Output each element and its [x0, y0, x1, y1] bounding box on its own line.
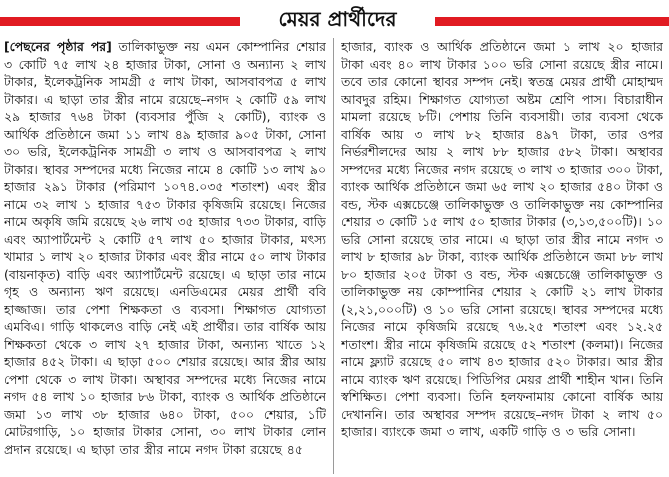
article-header	[0, 0, 669, 36]
article-column-left	[4, 38, 326, 475]
column-left-text: তালিকাভুক্ত নয় এমন কোম্পানির শেয়ার ৩ কোটি ৭৫ লাখ ২৪ হাজার টাকা, সোনা ও অন্যান্য ২ লাখ টাকার, ইলেকট্রনিক সামগ্রী ৫ লাখ টাকা, আসবাবপত্র ৫ লাখ টাকার। এ ছাড়া তার স্ত্রীর নামে রয়েছে–নগদ ২ কোটি ৫৯ লাখ ২৯ হাজার ৭৬৪ টাকা (ব্যবসার পুঁজি ২ কোটি), ব্যাংক ও আর্থিক প্রতিষ্ঠানে জমা ১১ লাখ ৪৯ হাজার ৯০৫ টাকা, সোনা ৩০ ভরি, ইলেকট্রনিক সামগ্রী ৩ লাখ ও আসবাবপত্র ২ লাখ টাকার। স্থাবর সম্পদের মধ্যে নিজের নামে ৪ কোটি ১৩ লাখ ৯০ হাজার ২৯১ টাকার (পরিমাণ ১০৭৪.০৩৫ শতাংশ) এবং স্ত্রীর নামে ৩২ লাখ ১ হাজার ৭৫৩ টাকার কৃষিজমি রয়েছে। নিজের নামে অকৃষি জমি রয়েছে ২৬ লাখ ৩৫ হাজার ৭৩৩ টাকার, বাড়ি এবং অ্যাপার্টমেন্ট ২ কোটি ৫৭ লাখ ৫০ হাজার টাকার, মৎস্য খামার ১ লাখ ২০ হাজার টাকার এবং স্ত্রীর নামে ৫০ লাখ টাকার (বায়নাকৃত) বাড়ি এবং অ্যাপার্টমেন্ট রয়েছে। এ ছাড়া তার নামে গৃহ ও অন্যান্য ঋণ রয়েছে। এনডিএমের মেয়র প্রার্থী ববি হাজ্জাজ। তার পেশা শিক্ষকতা ও ব্যবসা। শিক্ষাগত যোগ্যতা এমবিএ। গাড়ি থাকলেও বাড়ি নেই এই প্রার্থীর। তার বার্ষিক আয় শিক্ষকতা থেকে ৩ লাখ ২৭ হাজার টাকা, অন্যান্য খাতে ১২ হাজার ৪৫২ টাকা। এ ছাড়া ৫০০ শেয়ার রয়েছে। আর স্ত্রীর আয় পেশা থেকে ৩ লাখ টাকা। অস্থাবর সম্পদের মধ্যে নিজের নামে নগদ ৫৪ লাখ ১০ হাজার ৮৬ টাকা, ব্যাংক ও আর্থিক প্রতিষ্ঠানে জমা ১৩ লাখ ৩৮ হাজার ৬৪০ টাকা, ৫০০ শেয়ার, ১টি মোটরগাড়ি, ১০ হাজার টাকার সোনা, ৩০ লাখ টাকার লোন প্রদান রয়েছে। এ ছাড়া তার স্ত্রীর নামে নগদ টাকা রয়েছে ৪৫	[4, 39, 326, 457]
article-title: মেয়র প্রার্থীদের	[278, 7, 397, 31]
article-column-right	[341, 38, 663, 475]
continuation-marker: [পেছনের পৃষ্ঠার পর]	[4, 39, 112, 54]
header-rule-right	[435, 17, 669, 26]
column-right-text: হাজার, ব্যাংক ও আর্থিক প্রতিষ্ঠানে জমা ১ লাখ ২০ হাজার টাকা এবং ৪০ লাখ টাকার ১০০ ভরি সোনা রয়েছে স্ত্রীর নামে। তবে তার কোনো স্থাবর সম্পদ নেই। স্বতন্ত্র মেয়র প্রার্থী মোহাম্মদ আবদুর রহিম। শিক্ষাগত যোগ্যতা অষ্টম শ্রেণি পাস। বিচারাধীন মামলা রয়েছে ৮টি। পেশায় তিনি ব্যবসায়ী। তার ব্যবসা থেকে বার্ষিক আয় ৩ লাখ ৮২ হাজার ৪৯৭ টাকা, তার ওপর নির্ভরশীলদের আয় ২ লাখ ৮৮ হাজার ৫৮২ টাকা। অস্থাবর সম্পদের মধ্যে নিজের নগদ রয়েছে ৩ লাখ ৩ হাজার ৩০০ টাকা, ব্যাংক আর্থিক প্রতিষ্ঠানে জমা ৬৫ লাখ ২০ হাজার ৫৪০ টাকা ও বন্ড, স্টক এক্সচেঞ্জে তালিকাভুক্ত ও তালিকাভুক্ত নয় কোম্পানির শেয়ার ৩ কোটি ১৫ লাখ ৫০ হাজার টাকার (৩,১৩,৫০০টি)। ১০ ভরি সোনা রয়েছে তার নামে। এ ছাড়া তার স্ত্রীর নামে নগদ ৩ লাখ ৮ হাজার ৯৮ টাকা, ব্যাংক আর্থিক প্রতিষ্ঠানে জমা ৮৮ লাখ ৮০ হাজার ২০৫ টাকা ও বন্ড, স্টক এক্সচেঞ্জে তালিকাভুক্ত ও তালিকাভুক্ত নয় কোম্পানির শেয়ার ২ কোটি ২১ লাখ টাকার (২,২১,০০০টি) ও ১০ ভরি সোনা রয়েছে। স্থাবর সম্পদের মধ্যে নিজের নামে কৃষিজমি রয়েছে ৭৬.২৫ শতাংশ এবং ১২.২৫ শতাংশ। স্ত্রীর নামে কৃষিজমি রয়েছে ৫২ শতাংশ (কলমা)। নিজের নামে ফ্ল্যাট রয়েছে ৫০ লাখ ৪৩ হাজার ৫২০ টাকার। আর স্ত্রীর নামে ব্যাংক ঋণ রয়েছে। পিডিপির মেয়র প্রার্থী শাহীন খান। তিনি স্বশিক্ষিত। পেশা ব্যবসা। তিনি হলফনামায় কোনো বার্ষিক আয় দেখাননি। তার অস্থাবর সম্পদ রয়েছে–নগদ টাকা ২ লাখ ৫০ হাজার। ব্যাংকে জমা ৩ লাখ, একটি গাড়ি ও ৩ ভরি সোনা।	[341, 39, 663, 439]
column-divider	[333, 38, 334, 474]
header-rule-left	[0, 17, 240, 26]
